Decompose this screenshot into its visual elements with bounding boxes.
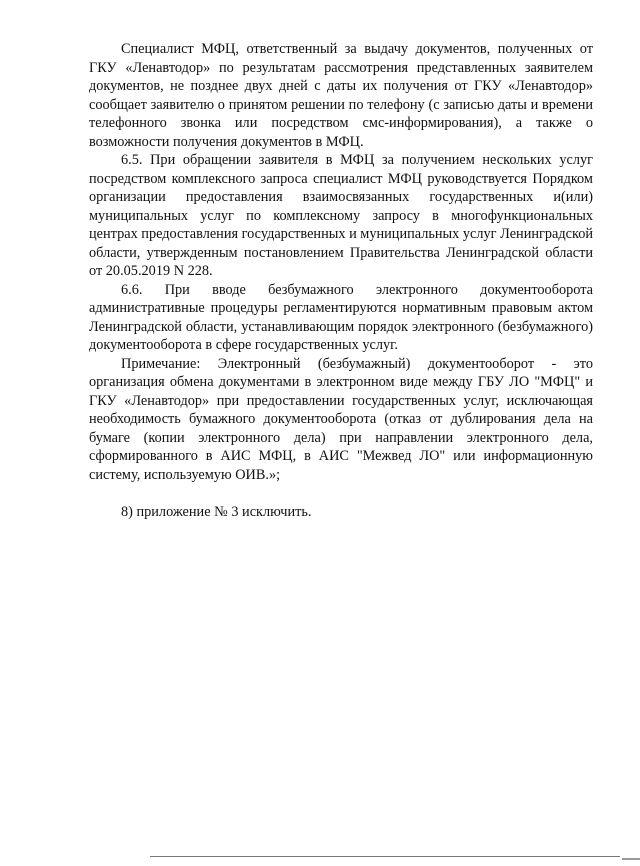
paragraph-spacer — [89, 484, 593, 503]
paragraph-item-8: 8) приложение № 3 исключить. — [121, 503, 312, 520]
scan-edge-line — [150, 856, 620, 857]
scan-edge-mark — [622, 858, 640, 860]
document-body — [89, 40, 593, 521]
paragraph-6-6: 6.6. При вводе безбумажного электронного документооборота административные процедуры регламентируются нормативным правовым актом Ленинградской области, устанавливающим порядок электронного (безбумажного) документооборота в сфере государственных услуг. — [89, 281, 593, 353]
paragraph-6-5: 6.5. При обращении заявителя в МФЦ за получением нескольких услуг посредством комплексного запроса специалист МФЦ руководствуется Порядком организации предоставления взаимосвязанных государственных и(или) муниципальных услуг по комплексному запросу в многофункциональных центрах предоставления государственных и муниципальных услуг Ленинградской области, утвержденным постановлением Правительства Ленинградской области от 20.05.2019 N 228. — [89, 152, 593, 279]
paragraph-mfc-specialist: Специалист МФЦ, ответственный за выдачу документов, полученных от ГКУ «Ленавтодор» по результатам рассмотрения представленных заявителем документов, не позднее двух дней с даты их получения от ГКУ «Ленавтодор» сообщает заявителю о принятом решении по телефону (с записью даты и времени телефонного звонка или посредством смс-информирования), а также о возможности получения документов в МФЦ. — [89, 41, 593, 150]
paragraph-note: Примечание: Электронный (безбумажный) документооборот - это организация обмена документами в электронном виде между ГБУ ЛО "МФЦ" и ГКУ «Ленавтодор» при предоставлении государственных услуг, исключающая необходимость бумажного документооборота (отказ от дублирования дела на бумаге (копии электронного дела) при направлении электронного дела, сформированного в АИС МФЦ, в АИС "Межвед ЛО" или информационную систему, используемую ОИВ.»; — [89, 355, 593, 483]
